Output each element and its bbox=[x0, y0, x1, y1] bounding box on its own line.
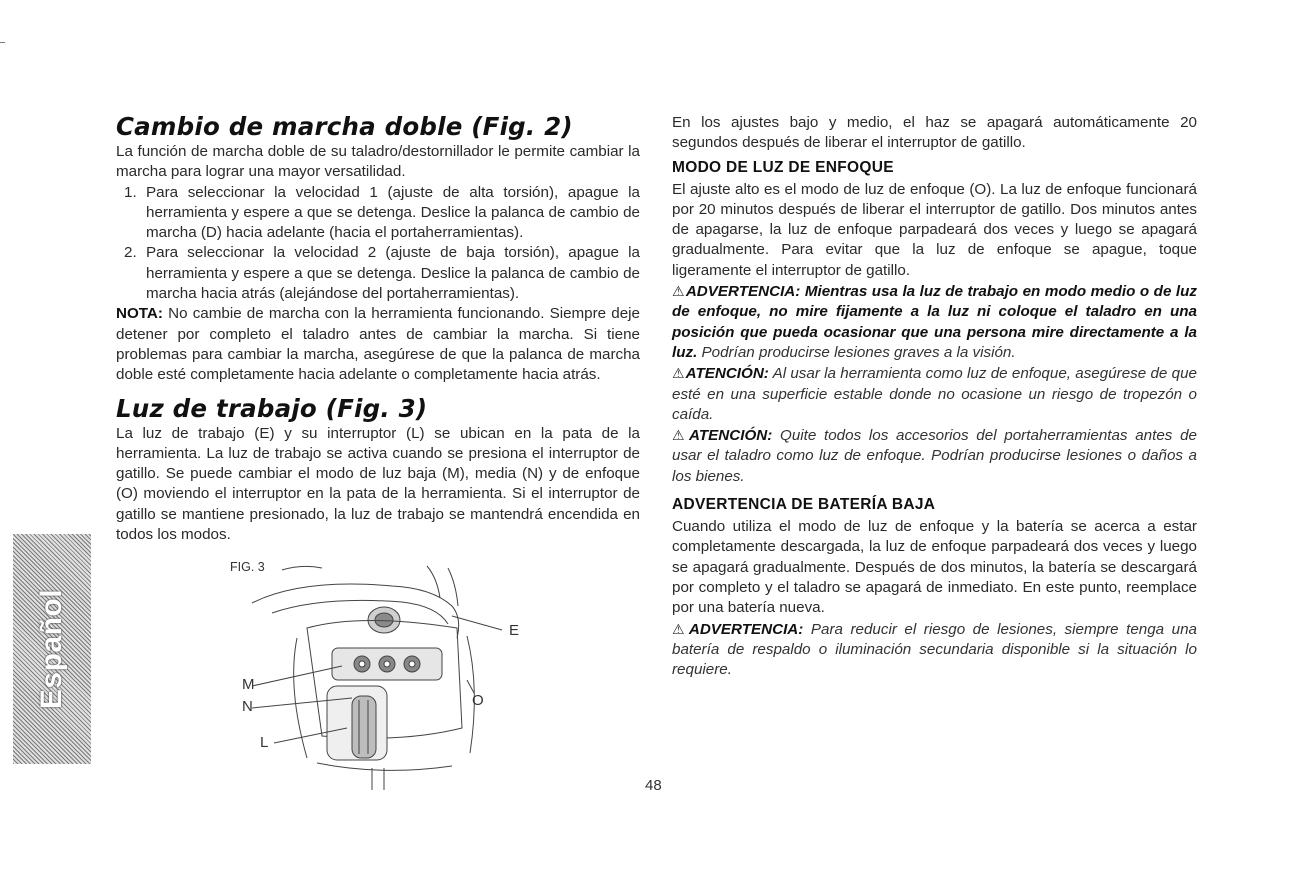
caution-triangle-icon: ⚠ bbox=[672, 365, 685, 382]
caution-surface bbox=[672, 363, 1197, 425]
list-item bbox=[116, 183, 640, 244]
drill-foot-illustration bbox=[212, 558, 532, 793]
section-title-cambio: Cambio de marcha doble (Fig. 2) bbox=[116, 112, 573, 141]
battery-paragraph: Cuando utiliza el modo de luz de enfoque y la batería se acerca a estar completamente descargada, la luz de enfoque parpadeará dos veces y luego se apagará gradualmente. Después de dos minutos, la batería se descargará por completo y el taladro se apagará de inmediato. En este punto, reemplace por una batería nueva. bbox=[672, 518, 1197, 617]
cambio-intro: La función de marcha doble de su taladro/destornillador le permite cambiar la marcha para lograr una mayor versatilidad. bbox=[116, 143, 640, 181]
warning-vision-bold: ADVERTENCIA: Mientras usa la luz de trabajo en modo medio o de luz de enfoque, no mire fijamente a la luz ni coloque el taladro en una posición que pueda ocasionar que una persona mire directamente a la luz. bbox=[672, 283, 1197, 361]
nota-text: No cambie de marcha con la herramienta funcionando. Siempre deje detener por completo el taladro antes de cambiar la marcha. Si tiene problemas para cambiar la marcha, asegúrese de que la palanca de marcha doble esté completamente hacia adelante o completamente hacia atrás. bbox=[116, 305, 640, 384]
page-edge-mark bbox=[0, 42, 5, 43]
step-text: Para seleccionar la velocidad 1 (ajuste de alta torsión), apague la herramienta y espere a que se detenga. Deslice la palanca de cambio de marcha (D) hacia adelante (hacia el portaherramientas). bbox=[146, 183, 640, 242]
luz-paragraph: La luz de trabajo (E) y su interruptor (L) se ubican en la pata de la herramienta. La luz de trabajo se activa cuando se presiona el interruptor de gatillo. Se puede cambiar el modo de luz baja (M), media (N) y de enfoque (O) moviendo el interruptor en la pata de la herramienta. Si el interruptor de gatillo se mantiene presionado, la luz de trabajo se mantendrá encendida en todos los modos. bbox=[116, 424, 640, 544]
step-number: 2. bbox=[124, 244, 137, 262]
warning-triangle-icon: ⚠ bbox=[672, 283, 685, 300]
warning-triangle-icon: ⚠ bbox=[672, 620, 688, 637]
figure-caption: FIG. 3 bbox=[230, 560, 265, 574]
language-tab-label: Español bbox=[35, 588, 68, 710]
right-intro: En los ajustes bajo y medio, el haz se apagará automáticamente 20 segundos después de liberar el interruptor de gatillo. bbox=[672, 114, 1197, 152]
cambio-steps bbox=[116, 183, 640, 305]
warning-vision-italic: Podrían producirse lesiones graves a la visión. bbox=[697, 343, 1016, 361]
caution-label: ATENCIÓN: bbox=[689, 427, 773, 445]
step-text: Para seleccionar la velocidad 2 (ajuste de baja torsión), apague la herramienta y espere a que se detenga. Deslice la palanca de cambio de marcha hacia atrás (alejándose del portaherramientas). bbox=[146, 244, 640, 303]
right-column bbox=[672, 113, 1197, 680]
label-e: E bbox=[509, 622, 520, 639]
warning-vision bbox=[672, 281, 1197, 363]
left-column bbox=[116, 112, 640, 545]
caution-label: ATENCIÓN: bbox=[685, 365, 769, 383]
modo-paragraph: El ajuste alto es el modo de luz de enfoque (O). La luz de enfoque funcionará por 20 minutos después de liberar el interruptor de gatillo. Dos minutos antes de apagarse, la luz de enfoque parpadeará dos veces y luego se apagará gradualmente. Para evitar que la luz de enfoque se apague, toque ligeramente el interruptor de gatillo. bbox=[672, 180, 1197, 279]
modo-heading: MODO DE LUZ DE ENFOQUE bbox=[672, 158, 894, 176]
battery-heading: ADVERTENCIA DE BATERÍA BAJA bbox=[672, 496, 936, 514]
nota-label: NOTA: bbox=[116, 305, 163, 323]
caution-accessories bbox=[672, 425, 1197, 487]
label-o: O bbox=[472, 692, 484, 709]
page-number: 48 bbox=[645, 777, 662, 794]
list-item bbox=[116, 243, 640, 304]
caution-surface-text: Al usar la herramienta como luz de enfoque, asegúrese de que esté en una superficie estable donde no ocasione un riesgo de tropezón o caída. bbox=[672, 365, 1197, 423]
figure-3 bbox=[212, 558, 532, 793]
language-side-tab bbox=[13, 534, 91, 764]
warning-label: ADVERTENCIA: bbox=[688, 620, 804, 638]
label-n: N bbox=[242, 698, 253, 715]
label-m: M bbox=[242, 676, 255, 693]
nota-paragraph bbox=[116, 304, 640, 385]
section-title-luz: Luz de trabajo (Fig. 3) bbox=[116, 393, 428, 423]
label-l: L bbox=[260, 734, 269, 751]
warning-battery bbox=[672, 619, 1197, 681]
step-number: 1. bbox=[124, 183, 137, 201]
warning-battery-text: Para reducir el riesgo de lesiones, siempre tenga una batería de respaldo o iluminación secundaria disponible si la situación lo requiere. bbox=[672, 620, 1197, 679]
caution-accessories-text: Quite todos los accesorios del portaherramientas antes de usar el taladro como luz de enfoque. Podrían producirse lesiones o daños a los bienes. bbox=[672, 427, 1197, 485]
caution-triangle-icon: ⚠ bbox=[672, 427, 689, 444]
